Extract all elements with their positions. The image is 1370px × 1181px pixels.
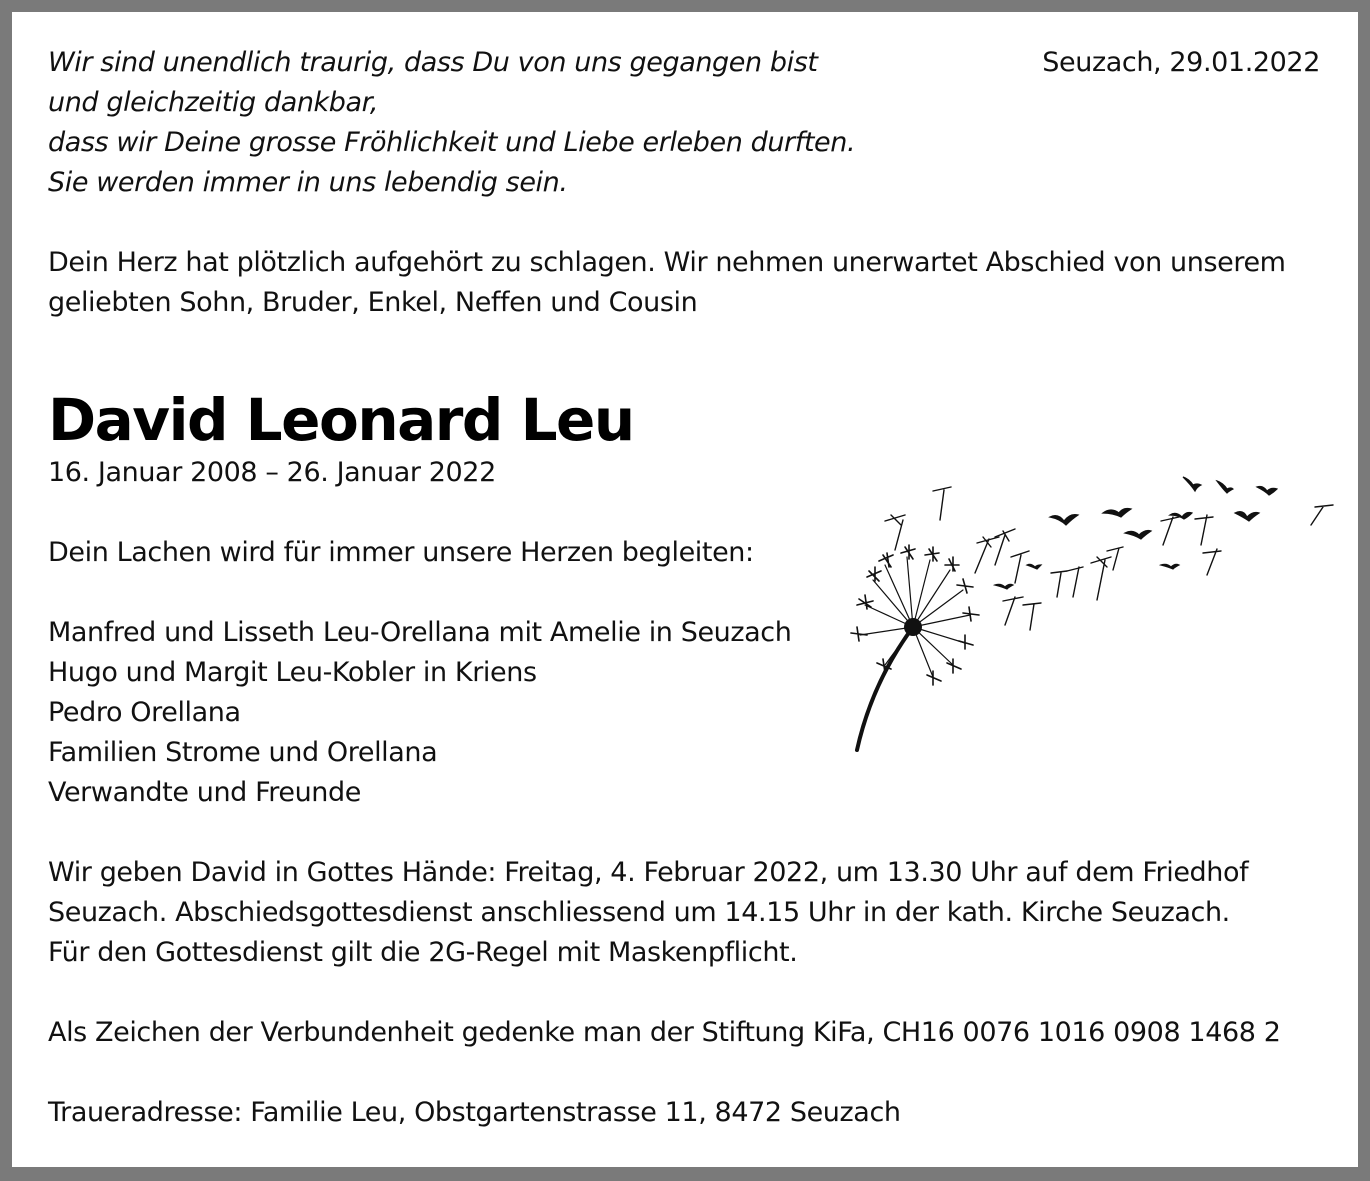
mourner-3: Pedro Orellana bbox=[48, 697, 241, 728]
dedication: Dein Lachen wird für immer unsere Herzen begleiten: bbox=[48, 537, 754, 568]
place-date: Seuzach, 29.01.2022 bbox=[1042, 47, 1320, 78]
poem-line-2: und gleichzeitig dankbar, bbox=[48, 87, 379, 118]
mourner-5: Verwandte und Freunde bbox=[48, 777, 361, 808]
poem-line-3: dass wir Deine grosse Fröhlichkeit und Liebe erleben durften. bbox=[48, 127, 856, 158]
deceased-name: David Leonard Leu bbox=[48, 386, 634, 454]
mourner-1: Manfred und Lisseth Leu-Orellana mit Amelie in Seuzach bbox=[48, 617, 792, 648]
service-line-1: Wir geben David in Gottes Hände: Freitag, 4. Februar 2022, um 13.30 Uhr auf dem Friedhof bbox=[48, 857, 1249, 888]
poem-line-4: Sie werden immer in uns lebendig sein. bbox=[48, 167, 568, 198]
intro-line-2: geliebten Sohn, Bruder, Enkel, Neffen und Cousin bbox=[48, 287, 698, 318]
mourner-4: Familien Strome und Orellana bbox=[48, 737, 438, 768]
mourning-address: Traueradresse: Familie Leu, Obstgartenstrasse 11, 8472 Seuzach bbox=[48, 1097, 901, 1128]
donation-info: Als Zeichen der Verbundenheit gedenke man der Stiftung KiFa, CH16 0076 1016 0908 1468 2 bbox=[48, 1017, 1281, 1048]
intro-line-1: Dein Herz hat plötzlich aufgehört zu schlagen. Wir nehmen unerwartet Abschied von unserem bbox=[48, 247, 1286, 278]
life-dates: 16. Januar 2008 – 26. Januar 2022 bbox=[48, 457, 496, 488]
service-line-2: Seuzach. Abschiedsgottesdienst anschliessend um 14.15 Uhr in der kath. Kirche Seuzach. bbox=[48, 897, 1230, 928]
poem-line-1: Wir sind unendlich traurig, dass Du von uns gegangen bist bbox=[48, 47, 818, 78]
dandelion-birds-icon bbox=[845, 465, 1345, 765]
mourner-2: Hugo und Margit Leu-Kobler in Kriens bbox=[48, 657, 537, 688]
service-line-3: Für den Gottesdienst gilt die 2G-Regel mit Maskenpflicht. bbox=[48, 937, 798, 968]
